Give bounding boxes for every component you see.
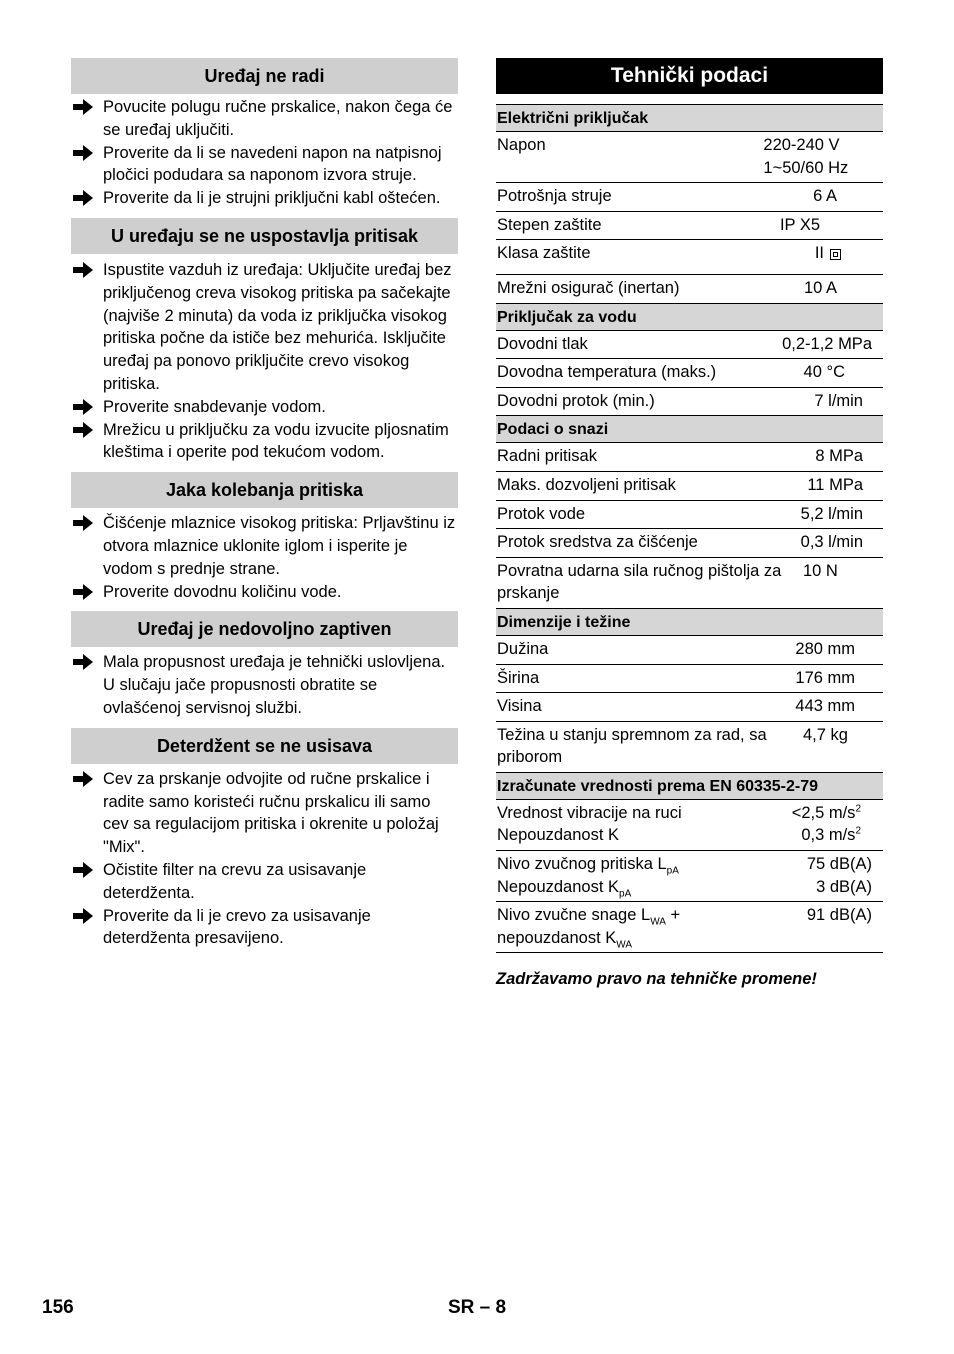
spec-group-heading: Izračunate vrednosti prema EN 60335-2-79: [496, 773, 883, 800]
arrow-right-icon: [73, 422, 93, 438]
protection-class-symbol-icon: [830, 249, 841, 260]
spec-row: Nivo zvučne snage $L_{WA}$ + nepouzdanost $K_{WA}$ 91 dB(A): [496, 902, 883, 953]
spec-row: Protok sredstva za čišćenje 0,3 l/min: [496, 529, 883, 558]
arrow-right-icon: [73, 262, 93, 278]
list-item: Očistite filter na crevu za usisavanje deterdženta.: [71, 859, 458, 905]
spec-table: [496, 104, 883, 953]
list-item: Ispustite vazduh iz uređaja: Uključite uređaj bez priključenog creva visokog pritiska pa sačekajte (najviše 2 minuta) da voda iz priključka visokog pritiska počne da ističe bez mehurića. Isključite uređaj pa ponovo priključite crevo visokog pritiska.: [71, 259, 458, 396]
section-heading: U uređaju se ne uspostavlja pritisak: [71, 218, 458, 254]
spec-row: Stepen zaštite IP X5: [496, 212, 883, 241]
technical-data-column: [496, 58, 883, 989]
spec-row: Protok vode 5,2 l/min: [496, 501, 883, 530]
section-heading: Deterdžent se ne usisava: [71, 728, 458, 764]
arrow-right-icon: [73, 862, 93, 878]
spec-row: Vrednost vibracije na ruci Nepouzdanost K <2,5 $m/s^2$ 0,3 $m/s^2$: [496, 800, 883, 851]
arrow-right-icon: [73, 908, 93, 924]
spec-row: Napon 220-240 V 1~50/60 Hz: [496, 132, 883, 183]
bullet-list: [71, 764, 458, 958]
list-item: Mala propusnost uređaja je tehnički uslovljena. U slučaju jače propusnosti obratite se ovlašćenoj servisnoj službi.: [71, 651, 458, 719]
spec-group-heading: Priključak za vodu: [496, 304, 883, 331]
arrow-right-icon: [73, 654, 93, 670]
list-item: Cev za prskanje odvojite od ručne prskalice i radite samo koristeći ručnu prskalicu ili samo cev sa regulacijom pritiska i okrenite u položaj "Mix".: [71, 768, 458, 859]
spec-row: Širina 176 mm: [496, 665, 883, 694]
list-item: Proverite snabdevanje vodom.: [71, 396, 458, 419]
spec-row: Dovodna temperatura (maks.) 40 °C: [496, 359, 883, 388]
section-heading: Uređaj ne radi: [71, 58, 458, 94]
arrow-right-icon: [73, 515, 93, 531]
arrow-right-icon: [73, 771, 93, 787]
troubleshooting-column: [71, 58, 458, 958]
section-page-label: SR – 8: [448, 1297, 507, 1318]
arrow-right-icon: [73, 190, 93, 206]
technical-data-title: Tehnički podaci: [496, 58, 883, 94]
list-item: Proverite da li je strujni priključni kabl oštećen.: [71, 187, 458, 210]
disclaimer-note: Zadržavamo pravo na tehničke promene!: [496, 970, 817, 989]
arrow-right-icon: [73, 399, 93, 415]
bullet-list: [71, 254, 458, 472]
spec-group-heading: Podaci o snazi: [496, 416, 883, 443]
spec-row: Dovodni protok (min.) 7 l/min: [496, 388, 883, 417]
spec-row: Nivo zvučnog pritiska $L_{pA}$ Nepouzdanost $K_{pA}$ 75 dB(A) 3 dB(A): [496, 851, 883, 902]
page-number: 156: [42, 1297, 74, 1318]
list-item: Povucite polugu ručne prskalice, nakon čega će se uređaj uključiti.: [71, 96, 458, 142]
arrow-right-icon: [73, 145, 93, 161]
spec-group-heading: Dimenzije i težine: [496, 609, 883, 636]
arrow-right-icon: [73, 99, 93, 115]
spec-row: Maks. dozvoljeni pritisak 11 MPa: [496, 472, 883, 501]
bullet-list: [71, 508, 458, 611]
spec-row: Radni pritisak 8 MPa: [496, 443, 883, 472]
spec-row: Povratna udarna sila ručnog pištolja za prskanje 10 N: [496, 558, 883, 609]
spec-row: Dužina 280 mm: [496, 636, 883, 665]
spec-row: Potrošnja struje 6 A: [496, 183, 883, 212]
list-item: Čišćenje mlaznice visokog pritiska: Prljavštinu iz otvora mlaznice uklonite iglom i isperite je vodom s prednje strane.: [71, 512, 458, 580]
section-heading: Uređaj je nedovoljno zaptiven: [71, 611, 458, 647]
arrow-right-icon: [73, 584, 93, 600]
list-item: Mrežicu u priključku za vodu izvucite pljosnatim kleštima i operite pod tekućom vodom.: [71, 419, 458, 465]
spec-row: Dovodni tlak 0,2-1,2 MPa: [496, 331, 883, 360]
list-item: Proverite da li je crevo za usisavanje deterdženta presavijeno.: [71, 905, 458, 951]
bullet-list: [71, 94, 458, 218]
list-item: Proverite da li se navedeni napon na natpisnoj pločici podudara sa naponom izvora struje.: [71, 142, 458, 188]
spec-row: Visina 443 mm: [496, 693, 883, 722]
spec-row: Klasa zaštite II: [496, 240, 883, 275]
spec-row: Težina u stanju spremnom za rad, sa priborom 4,7 kg: [496, 722, 883, 773]
list-item: Proverite dovodnu količinu vode.: [71, 581, 458, 604]
bullet-list: [71, 647, 458, 727]
section-heading: Jaka kolebanja pritiska: [71, 472, 458, 508]
spec-group-heading: Električni priključak: [496, 105, 883, 132]
spec-row: Mrežni osigurač (inertan) 10 A: [496, 275, 883, 304]
